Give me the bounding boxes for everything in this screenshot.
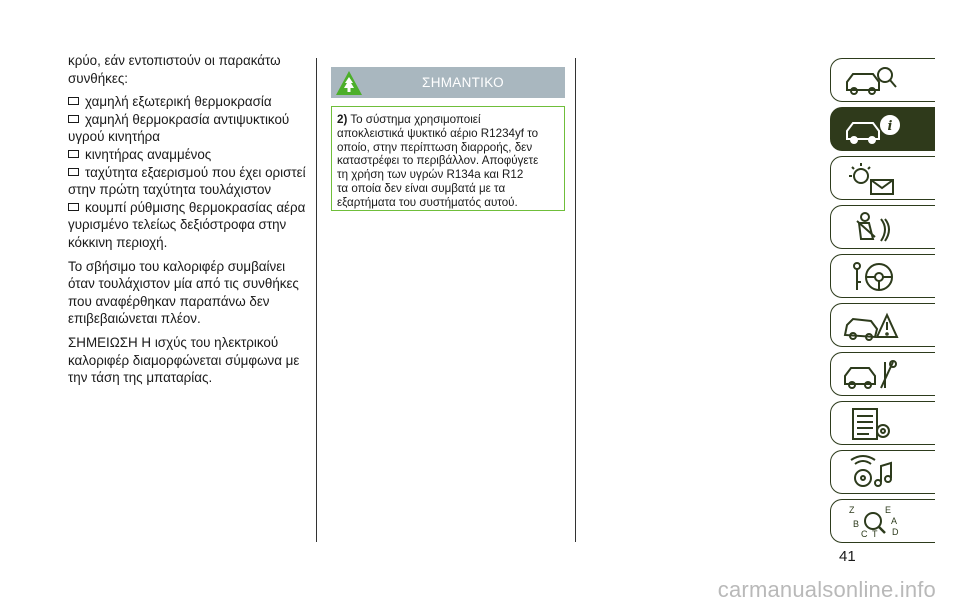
index-letter: C <box>861 529 868 539</box>
tab-spec-list[interactable] <box>830 401 935 445</box>
tab-media-phone[interactable] <box>830 450 935 494</box>
index-letter: D <box>892 527 899 537</box>
tab-car-search[interactable] <box>830 58 935 102</box>
car-tools-icon <box>841 356 901 394</box>
left-column <box>68 52 308 393</box>
spec-list-icon <box>841 405 901 443</box>
switch-off-paragraph: Το σβήσιμο του καλοριφέρ συμβαίνει όταν τουλάχιστον μία από τις συνθήκες που αναφέρθηκαν παραπάνω δεν επιβεβαιώνεται πλέον. <box>68 258 299 327</box>
index-letter: B <box>853 519 860 529</box>
notice-header <box>331 67 565 98</box>
car-search-icon <box>841 62 901 100</box>
note-paragraph: ΣΗΜΕΙΩΣΗ Η ισχύς του ηλεκτρικού καλοριφέρ διαμορφώνεται σύμφωνα με την τάση της μπαταρίας. <box>68 334 300 386</box>
index-letter: Z <box>849 505 855 515</box>
car-info-icon <box>841 111 901 149</box>
notice-body: 2) Το σύστημα χρησιμοποιεί αποκλειστικά ψυκτικό αέριο R1234yf το οποίο, στην περίπτωση διαρροής, δεν καταστρέφει το περιβάλλον. Αποφύγετε τη χρήση των υγρών R134a και R12 τα οποία δεν είναι συμβατά με τα εξαρτήματα του συστήματός αυτού. <box>331 106 565 211</box>
footer-watermark[interactable]: carmanualsonline.info <box>717 577 936 602</box>
tab-steering-key[interactable] <box>830 254 935 298</box>
seat-safety-icon <box>841 209 901 247</box>
column-divider <box>575 58 576 542</box>
tab-seat-safety[interactable] <box>830 205 935 249</box>
media-phone-icon <box>841 454 901 492</box>
page-number: 41 <box>839 548 856 565</box>
tab-car-tools[interactable] <box>830 352 935 396</box>
checkbox-bullet-icon <box>68 150 79 158</box>
index-letter: A <box>891 516 898 526</box>
index-search-icon <box>841 503 901 541</box>
index-letter: E <box>885 505 892 515</box>
steering-key-icon <box>841 258 901 296</box>
tab-car-info[interactable] <box>830 107 935 151</box>
intro-paragraph: κρύο, εάν εντοπιστούν οι παρακάτω συνθήκες: <box>68 53 281 86</box>
index-letter: T <box>872 529 878 539</box>
column-divider <box>316 58 317 542</box>
light-message-icon <box>841 160 901 198</box>
checkbox-bullet-icon <box>68 168 79 176</box>
tab-index-search[interactable] <box>830 499 935 543</box>
notice-title: ΣΗΜΑΝΤΙΚΟ <box>422 75 504 90</box>
list-item: χαμηλή θερμοκρασία αντιψυκτικού υγρού κινητήρα <box>68 111 290 145</box>
tab-light-message[interactable] <box>830 156 935 200</box>
conditions-list <box>68 93 308 251</box>
tab-car-warning[interactable] <box>830 303 935 347</box>
list-item: ταχύτητα εξαερισμού που έχει οριστεί στην πρώτη ταχύτητα τουλάχιστον <box>68 164 306 198</box>
list-item: κουμπί ρύθμισης θερμοκρασίας αέρα γυρισμένο τελείως δεξιόστροφα στην κόκκινη περιοχή. <box>68 199 306 250</box>
notice-number: 2) <box>337 113 348 126</box>
svg-text:i: i <box>887 119 893 134</box>
car-warning-icon <box>841 307 901 345</box>
checkbox-bullet-icon <box>68 203 79 211</box>
list-item: κινητήρας αναμμένος <box>68 146 308 164</box>
list-item: χαμηλή εξωτερική θερμοκρασία <box>68 93 308 111</box>
checkbox-bullet-icon <box>68 115 79 123</box>
checkbox-bullet-icon <box>68 97 79 105</box>
